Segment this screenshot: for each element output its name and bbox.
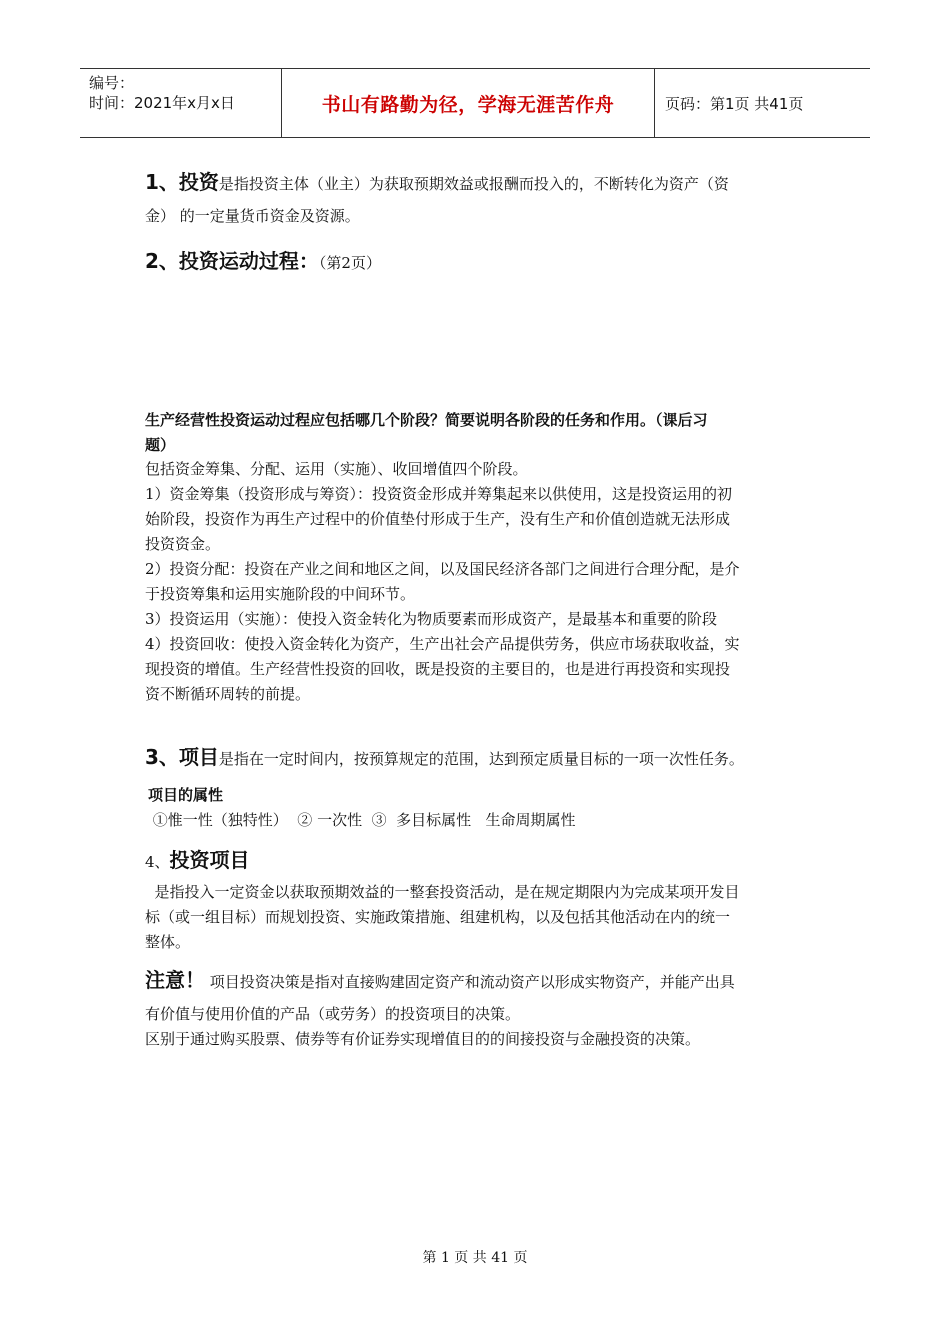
stage-1-line2: 始阶段，投资作为再生产过程中的价值垫付形成于生产，没有生产和价值创造就无法形成 [145, 510, 731, 528]
stage-2-line2: 于投资筹集和运用实施阶段的中间环节。 [145, 585, 416, 603]
note-block [145, 968, 810, 1052]
section-1-heading: 1、投资 [145, 170, 219, 194]
serial-label: 编号： [89, 74, 135, 92]
section-2-page-note: （第2页） [318, 254, 381, 272]
section-3-text: 是指在一定时间内，按预算规定的范围，达到预定质量目标的一项一次性任务。 [218, 750, 744, 768]
stage-1-line1: 1）资金筹集（投资形成与筹资）：投资资金形成并筹集起来以供使用，这是投资运用的初 [145, 485, 733, 503]
section-4-line1: 是指投入一定资金以获取预期效益的一整套投资活动，是在规定期限内为完成某项开发目 [145, 883, 740, 901]
note-line2: 有价值与使用价值的产品（或劳务）的投资项目的决策。 [145, 1005, 521, 1023]
header-middle-cell [282, 69, 655, 137]
question-line1: 生产经营性投资运动过程应包括哪几个阶段？简要说明各阶段的任务和作用。（课后习 [145, 411, 708, 429]
section-3 [145, 745, 810, 772]
stage-1-line3: 投资资金。 [145, 535, 221, 553]
answer-block [145, 457, 810, 707]
section-2 [145, 245, 810, 274]
header-motto: 书山有路勤为径，学海无涯苦作舟 [321, 93, 615, 116]
header-page-info: 页码：第1页 共41页 [665, 94, 804, 113]
note-label: 注意！ [145, 968, 205, 992]
project-attributes-title: 项目的属性 [148, 786, 224, 804]
header-right-cell [655, 69, 870, 137]
section-4-line3: 整体。 [145, 933, 191, 951]
time-label: 时间：2021年x月x日 [89, 94, 235, 112]
page-footer: 第 1 页 共 41 页 [422, 1250, 528, 1266]
section-3-heading: 3、项目 [145, 745, 219, 769]
stage-3-line1: 3）投资运用（实施）：使投入资金转化为物质要素而形成资产，是最基本和重要的阶段 [145, 610, 718, 628]
stage-4-line2: 现投资的增值。生产经营性投资的回收，既是投资的主要目的，也是进行再投资和实现投 [145, 660, 731, 678]
answer-intro: 包括资金筹集、分配、运用（实施）、收回增值四个阶段。 [145, 460, 528, 478]
page-header [80, 68, 870, 138]
stage-4-line1: 4）投资回收：使投入资金转化为资产，生产出社会产品提供劳务，供应市场获取收益，实 [145, 635, 740, 653]
project-attributes-list: ①惟一性（独特性） ② 一次性 ③ 多目标属性 生命周期属性 [148, 811, 576, 829]
question-line2: 题） [145, 436, 176, 454]
section-2-heading: 2、投资运动过程： [145, 249, 319, 273]
section-4-heading: 投资项目 [169, 848, 250, 872]
section-1 [145, 170, 810, 229]
section-4-number: 4、 [145, 853, 170, 871]
header-left-cell [80, 69, 282, 137]
section-4-heading-row [145, 844, 810, 873]
stage-4-line3: 资不断循环周转的前提。 [145, 685, 311, 703]
stage-2-line1: 2）投资分配：投资在产业之间和地区之间，以及国民经济各部门之间进行合理分配，是介 [145, 560, 740, 578]
section-1-text-line1: 是指投资主体（业主）为获取预期效益或报酬而投入的，不断转化为资产（资 [218, 175, 729, 193]
note-line3: 区别于通过购买股票、债券等有价证券实现增值目的的间接投资与金融投资的决策。 [145, 1030, 701, 1048]
section-4-body [145, 880, 810, 955]
question [145, 408, 810, 458]
section-4-line2: 标（或一组目标）而规划投资、实施政策措施、组建机构，以及包括其他活动在内的统一 [145, 908, 731, 926]
project-attributes [148, 783, 813, 833]
note-line1: 项目投资决策是指对直接购建固定资产和流动资产以形成实物资产，并能产出具 [205, 973, 735, 991]
section-1-text-line2: 金） 的一定量货币资金及资源。 [145, 207, 360, 225]
